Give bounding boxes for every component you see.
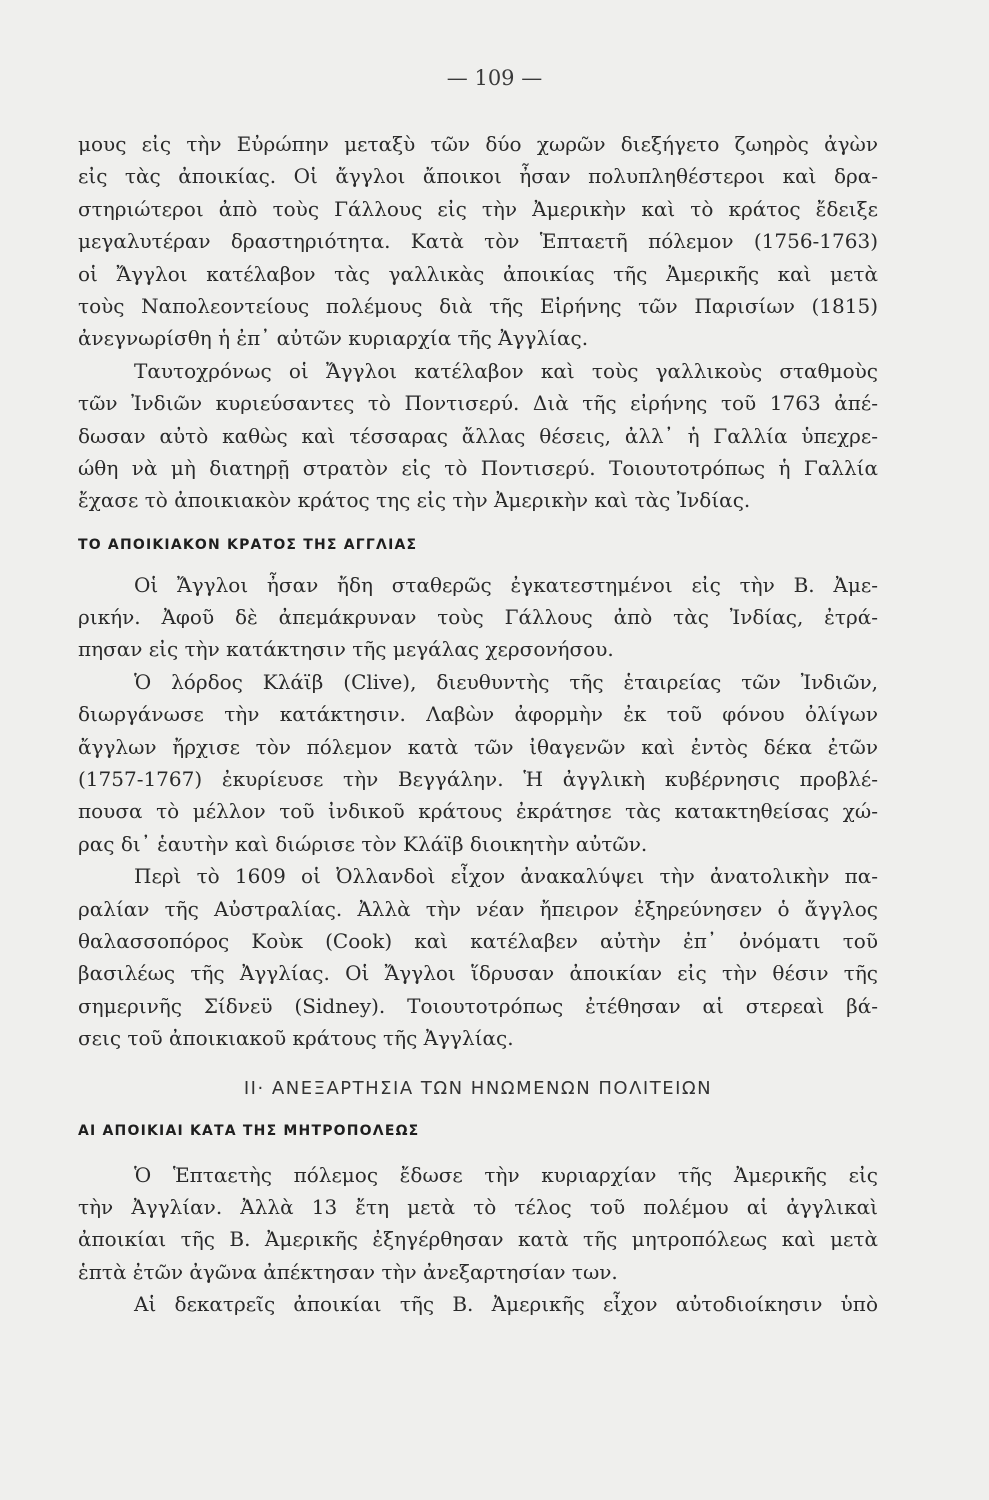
- text-line: ἀνεγνωρίσθη ἡ ἐπ᾽ αὐτῶν κυριαρχία τῆς Ἀγγλίας.: [78, 326, 589, 351]
- text-line: Αἱ δεκατρεῖς ἀποικίαι τῆς Β. Ἀμερικῆς εἶχον αὐτοδιοίκησιν ὑπὸ: [134, 1292, 878, 1317]
- text-line: ρικήν. Ἀφοῦ δὲ ἀπεμάκρυναν τοὺς Γάλλους ἀπὸ τὰς Ἰνδίας, ἐτρά-: [78, 605, 878, 630]
- text-line: σημερινῆς Σίδνεϋ (Sidney). Τοιουτοτρόπως ἐτέθησαν αἱ στερεαὶ βά-: [78, 993, 878, 1018]
- text-line: Οἱ Ἄγγλοι ἦσαν ἤδη σταθερῶς ἐγκατεστημένοι εἰς τὴν Β. Ἀμε-: [134, 572, 878, 597]
- text-line: ώθη νὰ μὴ διατηρῇ στρατὸν εἰς τὸ Ποντισερύ. Τοιουτοτρόπως ἡ Γαλλία: [78, 455, 878, 480]
- text-line: Ταυτοχρόνως οἱ Ἄγγλοι κατέλαβον καὶ τοὺς γαλλικοὺς σταθμοὺς: [134, 358, 878, 383]
- text-line: πησαν εἰς τὴν κατάκτησιν τῆς μεγάλας χερσονήσου.: [78, 637, 614, 662]
- text-line: ἔχασε τὸ ἀποικιακὸν κράτος της εἰς τὴν Ἀμερικὴν καὶ τὰς Ἰνδίας.: [78, 488, 751, 513]
- paragraph: [78, 128, 878, 355]
- paragraph: [78, 666, 878, 860]
- text-line: ρας δι᾽ ἑαυτὴν καὶ διώρισε τὸν Κλάϊβ διοικητὴν αὐτῶν.: [78, 831, 648, 856]
- text-line: μους εἰς τὴν Εὐρώπην μεταξὺ τῶν δύο χωρῶν διεξήγετο ζωηρὸς ἀγὼν: [78, 132, 878, 156]
- paragraph: [78, 1288, 878, 1320]
- paragraph: [78, 860, 878, 1054]
- paragraph: [78, 1159, 878, 1289]
- text-line: τῶν Ἰνδιῶν κυριεύσαντες τὸ Ποντισερύ. Διὰ τῆς εἰρήνης τοῦ 1763 ἀπέ-: [78, 391, 878, 416]
- page-number: — 109 —: [446, 66, 543, 90]
- section-heading: ΤΟ ΑΠΟΙΚΙΑΚΟΝ ΚΡΑΤΟΣ ΤΗΣ ΑΓΓΛΙΑΣ: [78, 536, 418, 553]
- text-line: θαλασσοπόρος Κοὺκ (Cook) καὶ κατέλαβεν αὐτὴν ἐπ᾽ ὀνόματι τοῦ: [78, 928, 878, 953]
- text-line: ἀποικίαι τῆς Β. Ἀμερικῆς ἐξηγέρθησαν κατὰ τῆς μητροπόλεως καὶ μετὰ: [78, 1227, 878, 1252]
- text-line: στηριώτεροι ἀπὸ τοὺς Γάλλους εἰς τὴν Ἀμερικὴν καὶ τὸ κράτος ἔδειξε: [78, 196, 878, 221]
- text-line: εἰς τὰς ἀποικίας. Οἱ ἄγγλοι ἄποικοι ἦσαν πολυπληθέστεροι καὶ δρα-: [78, 164, 878, 189]
- text-line: Ὁ Ἑπταετὴς πόλεμος ἔδωσε τὴν κυριαρχίαν τῆς Ἀμερικῆς εἰς: [134, 1162, 878, 1187]
- text-line: ἄγγλων ἤρχισε τὸν πόλεμον κατὰ τῶν ἰθαγενῶν καὶ ἐντὸς δέκα ἐτῶν: [78, 734, 878, 759]
- text-line: τὴν Ἀγγλίαν. Ἀλλὰ 13 ἔτη μετὰ τὸ τέλος τοῦ πολέμου αἱ ἀγγλικαὶ: [78, 1194, 878, 1219]
- paragraph: [78, 355, 878, 517]
- paragraph: [78, 569, 878, 666]
- text-line: ἑπτὰ ἐτῶν ἀγῶνα ἀπέκτησαν τὴν ἀνεξαρτησίαν των.: [78, 1259, 618, 1284]
- text-line: μεγαλυτέραν δραστηριότητα. Κατὰ τὸν Ἑπταετῆ πόλεμον (1756-1763): [78, 229, 878, 254]
- text-line: Περὶ τὸ 1609 οἱ Ὀλλανδοὶ εἶχον ἀνακαλύψει τὴν ἀνατολικὴν πα-: [134, 864, 878, 889]
- text-line: πουσα τὸ μέλλον τοῦ ἰνδικοῦ κράτους ἐκράτησε τὰς κατακτηθείσας χώ-: [78, 799, 878, 824]
- text-line: (1757-1767) ἐκυρίευσε τὴν Βεγγάλην. Ἡ ἀγγλικὴ κυβέρνησις προβλέ-: [78, 767, 878, 792]
- section-heading: ΑΙ ΑΠΟΙΚΙΑΙ ΚΑΤΑ ΤΗΣ ΜΗΤΡΟΠΟΛΕΩΣ: [78, 1122, 420, 1139]
- page-body: [78, 128, 878, 1321]
- chapter-heading: ΙΙ· ΑΝΕΞΑΡΤΗΣΙΑ ΤΩΝ ΗΝΩΜΕΝΩΝ ΠΟΛΙΤΕΙΩΝ: [243, 1077, 713, 1099]
- text-line: ραλίαν τῆς Αὐστραλίας. Ἀλλὰ τὴν νέαν ἤπειρον ἐξηρεύνησεν ὁ ἄγγλος: [78, 896, 878, 921]
- text-line: σεις τοῦ ἀποικιακοῦ κράτους τῆς Ἀγγλίας.: [78, 1026, 514, 1051]
- text-line: διωργάνωσε τὴν κατάκτησιν. Λαβὼν ἀφορμὴν ἐκ τοῦ φόνου ὀλίγων: [78, 702, 878, 727]
- text-line: τοὺς Ναπολεοντείους πολέμους διὰ τῆς Εἰρήνης τῶν Παρισίων (1815): [78, 293, 878, 318]
- text-line: δωσαν αὐτὸ καθὼς καὶ τέσσαρας ἄλλας θέσεις, ἀλλ᾽ ἡ Γαλλία ὑπεχρε-: [78, 423, 878, 448]
- text-line: οἱ Ἄγγλοι κατέλαβον τὰς γαλλικὰς ἀποικίας τῆς Ἀμερικῆς καὶ μετὰ: [78, 261, 878, 286]
- text-line: Ὁ λόρδος Κλάϊβ (Clive), διευθυντὴς τῆς ἑταιρείας τῶν Ἰνδιῶν,: [134, 669, 878, 694]
- text-line: βασιλέως τῆς Ἀγγλίας. Οἱ Ἄγγλοι ἵδρυσαν ἀποικίαν εἰς τὴν θέσιν τῆς: [78, 961, 878, 986]
